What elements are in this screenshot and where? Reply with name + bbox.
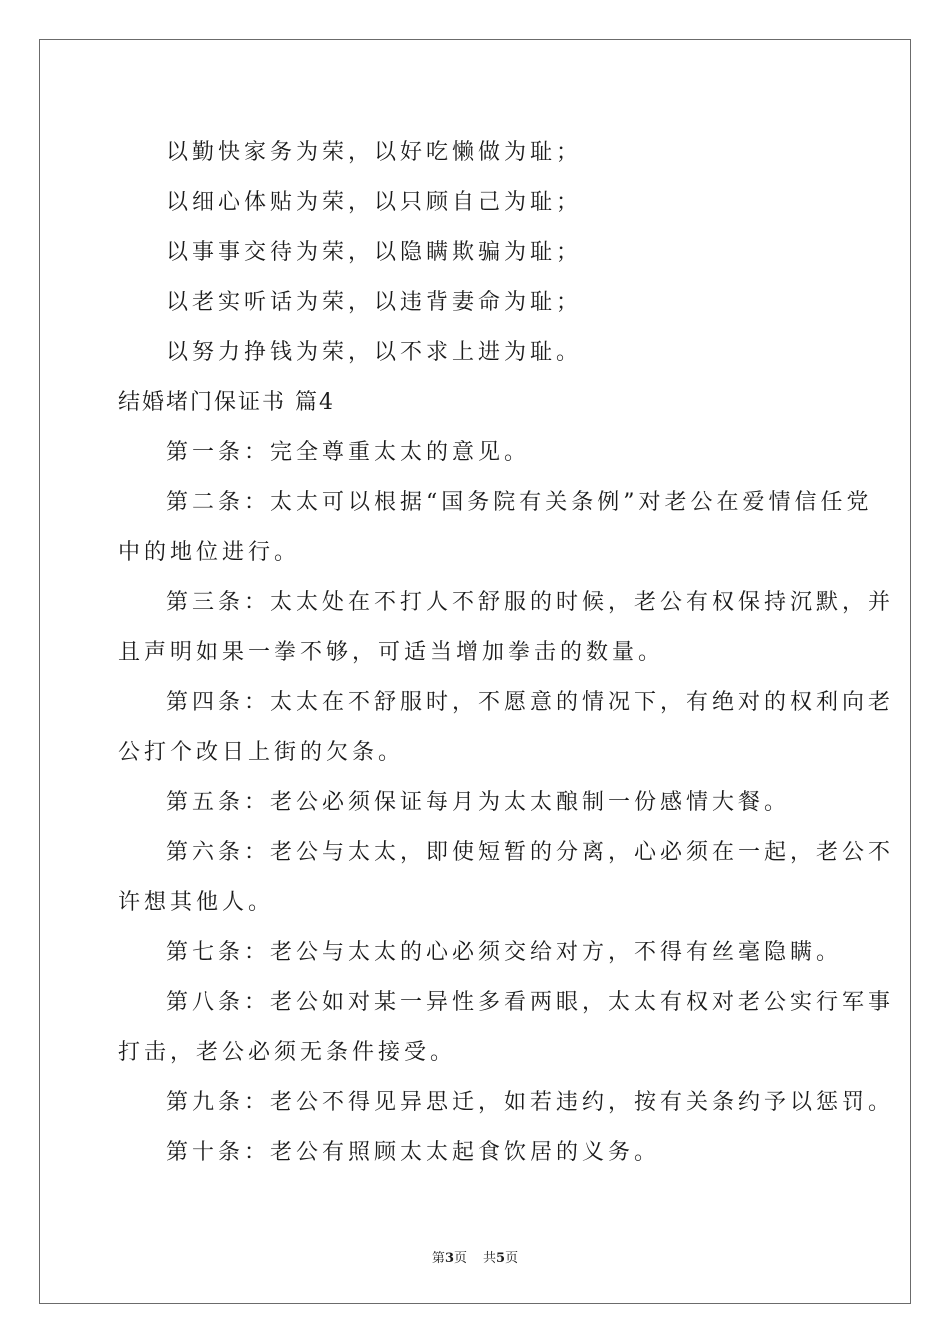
article-line-continuation: 中的地位进行。 xyxy=(118,540,301,565)
article-line: 第六条：老公与太太，即使短暂的分离，心必须在一起，老公不 xyxy=(166,840,895,865)
article-line: 第一条：完全尊重太太的意见。 xyxy=(166,440,531,465)
page-number: 3 xyxy=(444,1251,454,1266)
article-line-continuation: 公打个改日上街的欠条。 xyxy=(118,740,405,765)
total-prefix: 共 xyxy=(483,1251,497,1266)
text-line: 以勤快家务为荣，以好吃懒做为耻； xyxy=(166,140,583,165)
total-suffix: 页 xyxy=(505,1251,519,1266)
page-footer xyxy=(0,1247,950,1266)
article-line: 第九条：老公不得见异思迁，如若违约，按有关条约予以惩罚。 xyxy=(166,1090,895,1115)
article-line: 第五条：老公必须保证每月为太太酿制一份感情大餐。 xyxy=(166,790,791,815)
article-line-continuation: 且声明如果一拳不够，可适当增加拳击的数量。 xyxy=(118,640,665,665)
article-line: 第八条：老公如对某一异性多看两眼，太太有权对老公实行军事 xyxy=(166,990,895,1015)
section-heading: 结婚堵门保证书 篇4 xyxy=(118,390,335,415)
article-line: 第二条：太太可以根据“国务院有关条例”对老公在爱情信任党 xyxy=(166,490,873,515)
article-line: 第四条：太太在不舒服时，不愿意的情况下，有绝对的权利向老 xyxy=(166,690,895,715)
page-prefix: 第 xyxy=(431,1251,445,1266)
text-line: 以努力挣钱为荣，以不求上进为耻。 xyxy=(166,340,583,365)
article-line: 第三条：太太处在不打人不舒服的时候，老公有权保持沉默，并 xyxy=(166,590,895,615)
article-line-continuation: 打击，老公必须无条件接受。 xyxy=(118,1040,457,1065)
document-body xyxy=(118,128,895,1178)
article-line: 第十条：老公有照顾太太起食饮居的义务。 xyxy=(166,1140,661,1165)
page-suffix: 页 xyxy=(453,1251,467,1266)
text-line: 以细心体贴为荣，以只顾自己为耻； xyxy=(166,190,583,215)
text-line: 以老实听话为荣，以违背妻命为耻； xyxy=(166,290,583,315)
article-line: 第七条：老公与太太的心必须交给对方，不得有丝毫隐瞒。 xyxy=(166,940,843,965)
total-pages: 5 xyxy=(496,1251,506,1266)
article-line-continuation: 许想其他人。 xyxy=(118,890,275,915)
text-line: 以事事交待为荣，以隐瞒欺骗为耻； xyxy=(166,240,583,265)
